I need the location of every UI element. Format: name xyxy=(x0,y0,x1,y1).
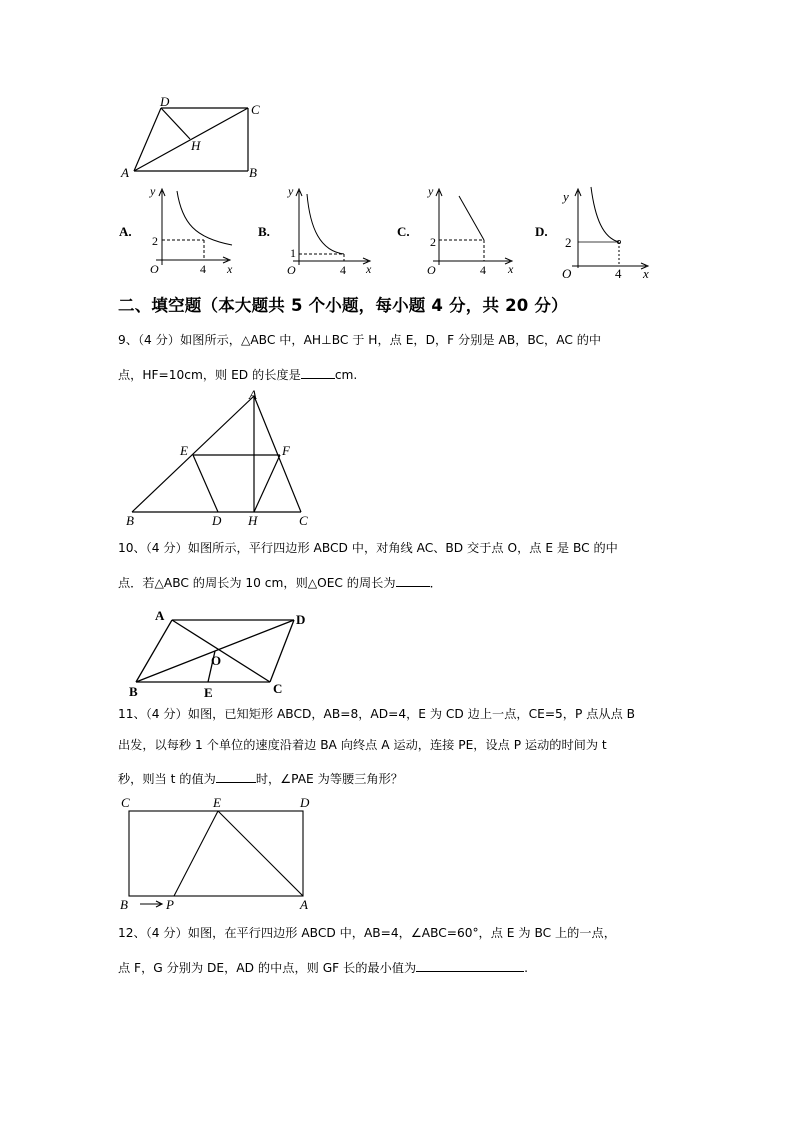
x-tick-label: 4 xyxy=(340,263,346,277)
q11-line3 xyxy=(118,770,403,785)
label-C: C xyxy=(121,795,130,810)
option-c-graph xyxy=(420,183,525,278)
label-C: C xyxy=(251,102,260,117)
option-c-letter: C. xyxy=(397,224,410,239)
q12-line1: 12、（4 分）如图，在平行四边形 ABCD 中，AB=4，∠ABC=60°，点 E 为 BC 上的一点， xyxy=(118,926,616,940)
y-tick-label: 2 xyxy=(430,235,436,249)
q11-line2: 出发，以每秒 1 个单位的速度沿着边 BA 向终点 A 运动，连接 PE，设点 P 运动的时间为 t xyxy=(118,738,607,752)
q9-line2-unit: cm. xyxy=(334,368,358,382)
label-C: C xyxy=(273,681,283,696)
rectangle-pe-figure xyxy=(118,795,318,915)
x-tick-label: 4 xyxy=(480,263,486,277)
parallelogram-figure xyxy=(125,602,325,702)
y-tick-label: 2 xyxy=(565,235,572,250)
label-E: E xyxy=(204,685,213,700)
label-O: O xyxy=(211,653,222,668)
answer-blank[interactable] xyxy=(396,574,430,587)
q11-line3-text: 秒，则当 t 的值为 xyxy=(118,772,216,786)
label-B: B xyxy=(129,684,138,699)
label-A: A xyxy=(121,165,129,180)
x-axis-label: x xyxy=(227,262,233,276)
label-B: B xyxy=(249,165,257,180)
origin-label: O xyxy=(287,263,296,277)
label-C: C xyxy=(299,513,308,528)
label-H: H xyxy=(248,513,258,528)
q10-line1: 10、（4 分）如图所示，平行四边形 ABCD 中，对角线 AC、BD 交于点 O，点 E 是 BC 的中 xyxy=(118,541,618,555)
q11-line1: 11、（4 分）如图，已知矩形 ABCD，AB=8，AD=4，E 为 CD 边上一点，CE=5，P 点从点 B xyxy=(118,707,635,721)
q10-line2 xyxy=(118,574,442,589)
q9-line2 xyxy=(118,366,357,381)
answer-blank[interactable] xyxy=(301,366,335,379)
label-B: B xyxy=(126,513,134,528)
x-tick-label: 4 xyxy=(200,262,206,276)
option-b-graph xyxy=(280,183,385,278)
y-axis-label: y xyxy=(150,184,156,198)
label-A: A xyxy=(300,897,308,912)
label-F: F xyxy=(282,443,290,458)
option-a-letter: A. xyxy=(119,224,132,239)
q10-line2-end: ． xyxy=(429,576,442,590)
y-axis-label: y xyxy=(428,184,434,198)
option-d-letter: D. xyxy=(535,224,548,239)
y-tick-label: 2 xyxy=(152,234,158,248)
x-axis-label: x xyxy=(366,262,372,276)
answer-blank[interactable] xyxy=(416,959,524,972)
option-d-graph xyxy=(558,183,663,278)
q12-line2-end: . xyxy=(524,961,529,975)
q12-line2-text: 点 F，G 分别为 DE，AD 的中点，则 GF 长的最小值为 xyxy=(118,961,417,975)
label-A: A xyxy=(155,608,165,623)
answer-blank[interactable] xyxy=(216,770,256,783)
y-tick-label: 1 xyxy=(290,246,296,260)
q9-line1: 9、（4 分）如图所示，△ABC 中，AH⊥BC 于 H，点 E，D，F 分别是 AB，BC，AC 的中 xyxy=(118,333,602,347)
label-E: E xyxy=(180,443,188,458)
rectangle-figure xyxy=(115,95,275,185)
label-H: H xyxy=(191,138,201,153)
x-tick-label: 4 xyxy=(615,266,622,278)
option-a-graph xyxy=(140,183,245,278)
y-axis-label: y xyxy=(563,189,569,204)
label-D: D xyxy=(300,795,310,810)
label-P: P xyxy=(166,897,174,912)
origin-label: O xyxy=(427,263,436,277)
label-B: B xyxy=(120,897,128,912)
section-heading: 二、填空题（本大题共 5 个小题，每小题 4 分，共 20 分） xyxy=(118,296,568,315)
origin-label: O xyxy=(150,262,159,276)
x-axis-label: x xyxy=(643,266,649,278)
option-b-letter: B. xyxy=(258,224,270,239)
label-D: D xyxy=(296,612,306,627)
y-axis-label: y xyxy=(288,184,294,198)
x-axis-label: x xyxy=(508,262,514,276)
q11-line3-end: 时，∠PAE 为等腰三角形？ xyxy=(255,772,403,786)
q9-line2-text: 点，HF=10cm，则 ED 的长度是 xyxy=(118,368,301,382)
triangle-figure xyxy=(118,385,318,530)
label-A: A xyxy=(249,387,257,402)
q10-line2-text: 点．若△ABC 的周长为 10 cm，则△OEC 的周长为 xyxy=(118,576,396,590)
label-E: E xyxy=(213,795,221,810)
origin-label: O xyxy=(562,266,572,278)
q12-line2 xyxy=(118,959,528,974)
label-D: D xyxy=(212,513,222,528)
label-D: D xyxy=(160,95,170,109)
